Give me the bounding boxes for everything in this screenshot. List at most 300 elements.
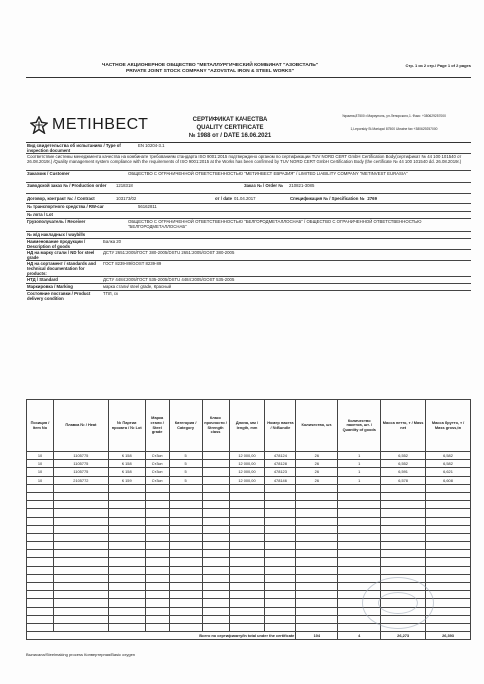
table-cell — [426, 615, 471, 623]
table-cell: 1 — [338, 452, 381, 460]
table-cell — [145, 525, 169, 533]
table-cell — [229, 517, 265, 525]
table-cell — [381, 509, 426, 517]
table-cell — [202, 623, 229, 631]
table-cell — [338, 501, 381, 509]
table-row — [27, 476, 471, 484]
column-header: Длина, мм / length, mm — [229, 400, 265, 452]
table-cell: 2105772 — [53, 476, 108, 484]
table-cell — [27, 566, 54, 574]
column-header: Масса брутто, т / Mass gross,tn — [426, 400, 471, 452]
table-cell — [229, 599, 265, 607]
table-cell: 1 — [338, 468, 381, 476]
table-cell — [27, 583, 54, 591]
table-cell — [265, 566, 296, 574]
logo-text: МЕТІНВЕСТ — [52, 116, 149, 133]
table-row-empty — [27, 509, 471, 517]
table-cell: 10 — [27, 452, 54, 460]
table-cell: Ст3сп — [145, 476, 169, 484]
table-cell — [53, 623, 108, 631]
table-cell — [265, 501, 296, 509]
table-cell — [202, 517, 229, 525]
table-cell — [426, 558, 471, 566]
table-cell: 5 — [169, 452, 202, 460]
table-cell — [108, 509, 145, 517]
table-cell — [145, 599, 169, 607]
table-cell — [53, 607, 108, 615]
cert-title-ru: СЕРТИФИКАТ КАЧЕСТВА — [192, 117, 268, 123]
address-en: 1,Leporskiy St.Mariupol 87500 Ukraine fax +380629257000 — [350, 126, 438, 131]
table-cell — [145, 492, 169, 500]
table-cell — [145, 623, 169, 631]
inspection-doc-value: EN 10204-3.1 — [138, 143, 165, 148]
table-cell — [426, 517, 471, 525]
table-cell — [202, 591, 229, 599]
table-cell — [296, 583, 338, 591]
table-cell — [53, 509, 108, 517]
table-cell: 6,608 — [426, 476, 471, 484]
table-cell: 478146 — [265, 476, 296, 484]
wagon-row — [26, 204, 471, 212]
table-cell — [108, 525, 145, 533]
table-cell — [229, 509, 265, 517]
table-cell — [296, 599, 338, 607]
table-cell — [229, 484, 265, 492]
table-cell — [202, 476, 229, 484]
table-cell — [108, 484, 145, 492]
column-header: Количество, шт. — [296, 400, 338, 452]
table-cell — [202, 533, 229, 541]
table-cell — [202, 615, 229, 623]
table-cell — [145, 533, 169, 541]
table-cell — [338, 517, 381, 525]
table-cell — [296, 492, 338, 500]
table-cell — [53, 583, 108, 591]
table-cell — [169, 517, 202, 525]
table-cell — [108, 517, 145, 525]
table-cell — [381, 517, 426, 525]
table-cell — [296, 574, 338, 582]
table-cell — [426, 574, 471, 582]
table-cell — [265, 599, 296, 607]
table-cell: Ст3сп — [145, 452, 169, 460]
table-cell — [169, 583, 202, 591]
contract-date-value: 01.04.2017 — [234, 195, 256, 201]
table-cell — [426, 583, 471, 591]
table-cell — [426, 566, 471, 574]
total-label: Всего по сертификату/In total under the certificate — [27, 632, 296, 640]
contract-date-label: от / date — [215, 195, 233, 201]
table-row — [27, 468, 471, 476]
table-cell — [27, 533, 54, 541]
table-cell: 12 000,00 — [229, 460, 265, 468]
table-cell — [169, 574, 202, 582]
table-cell — [338, 566, 381, 574]
total-net-mass: 26,273 — [381, 632, 426, 640]
table-row — [27, 452, 471, 460]
table-cell — [229, 615, 265, 623]
table-cell — [202, 583, 229, 591]
table-cell: К 159 — [108, 476, 145, 484]
footer-compiler: Выписала/Steelmaking process Конвертерная/Basic oxygen — [26, 652, 136, 657]
wagon-value: 56162811 — [138, 204, 157, 209]
table-cell — [108, 558, 145, 566]
table-cell — [202, 542, 229, 550]
total-gross-mass: 26,393 — [426, 632, 471, 640]
table-cell: 5 — [169, 468, 202, 476]
marking-label: Маркировка / Marking — [27, 284, 73, 289]
table-cell — [296, 558, 338, 566]
ntd-label: НТД / Standard — [27, 277, 58, 282]
table-cell — [53, 558, 108, 566]
table-cell — [108, 550, 145, 558]
order-value: 210821-3085 — [289, 183, 315, 188]
table-cell — [202, 550, 229, 558]
table-cell — [381, 525, 426, 533]
table-cell — [202, 558, 229, 566]
table-cell — [296, 484, 338, 492]
table-cell: 26 — [296, 452, 338, 460]
table-cell — [296, 591, 338, 599]
table-cell — [27, 574, 54, 582]
metinvest-logo — [30, 116, 148, 134]
table-cell — [169, 525, 202, 533]
nd-grade-label: НД на марку стали / ND for steel grade — [27, 250, 95, 261]
table-cell — [169, 591, 202, 599]
table-cell — [202, 452, 229, 460]
table-cell — [27, 550, 54, 558]
table-cell — [338, 574, 381, 582]
column-header: Позиция / Item No — [27, 400, 54, 452]
header-divider — [26, 77, 471, 78]
table-cell: 1105775 — [53, 468, 108, 476]
table-cell — [202, 607, 229, 615]
table-row-empty — [27, 542, 471, 550]
table-cell — [27, 591, 54, 599]
column-header: Категория / Category — [169, 400, 202, 452]
table-cell: 478128 — [265, 460, 296, 468]
table-cell — [27, 615, 54, 623]
table-cell — [265, 550, 296, 558]
production-order-label: Заводской заказ № / Production order — [27, 183, 107, 188]
table-cell — [27, 542, 54, 550]
table-cell — [381, 533, 426, 541]
table-cell — [265, 542, 296, 550]
table-cell — [338, 509, 381, 517]
cert-title-en: QUALITY CERTIFICATE — [196, 125, 264, 131]
nd-tech-label: НД на сортамент / standards and technical documentation for products: — [27, 261, 96, 277]
table-cell — [229, 566, 265, 574]
table-cell — [27, 525, 54, 533]
table-cell: 1 — [338, 476, 381, 484]
table-cell: 12 000,00 — [229, 476, 265, 484]
table-row-empty — [27, 484, 471, 492]
table-cell — [229, 525, 265, 533]
table-cell: 6,582 — [426, 460, 471, 468]
table-cell — [265, 591, 296, 599]
table-cell — [169, 599, 202, 607]
table-cell — [169, 607, 202, 615]
column-header: Марка стали / Steel grade — [145, 400, 169, 452]
table-cell — [229, 492, 265, 500]
table-cell — [296, 615, 338, 623]
contract-row — [26, 194, 471, 204]
table-cell — [202, 492, 229, 500]
lot-row — [26, 212, 471, 219]
table-cell — [229, 574, 265, 582]
table-cell — [169, 623, 202, 631]
ntd-row — [26, 277, 471, 284]
table-cell — [145, 591, 169, 599]
nd-grade-value: ДСТУ 2651:2005/ГОСТ 380-2005/DSTU 2651:2005/GOST 380-2005 — [103, 250, 235, 255]
contract-value: 103173/02 — [116, 195, 137, 201]
table-cell — [169, 550, 202, 558]
table-cell — [145, 566, 169, 574]
table-cell — [229, 583, 265, 591]
table-cell: 478123 — [265, 468, 296, 476]
inspection-doc-label: Вид свидетельства об испытаниях / Type of inspection document — [27, 143, 121, 154]
table-cell — [296, 550, 338, 558]
column-header: Класс прочности / Strength class — [202, 400, 229, 452]
ntd-value: ДСТУ 4484:2005/ГОСТ 535-2005/DSTU 4484:2005/GOST 535-2005 — [103, 277, 235, 282]
table-cell — [27, 484, 54, 492]
table-cell — [296, 509, 338, 517]
table-cell: 26 — [296, 460, 338, 468]
table-cell — [169, 533, 202, 541]
table-row-empty — [27, 566, 471, 574]
table-cell: 12 000,00 — [229, 468, 265, 476]
table-cell: 6,578 — [381, 476, 426, 484]
table-cell — [338, 533, 381, 541]
company-address — [318, 114, 470, 131]
table-cell — [265, 583, 296, 591]
table-cell — [53, 566, 108, 574]
table-cell — [108, 542, 145, 550]
table-cell: Ст3сп — [145, 460, 169, 468]
table-cell — [145, 501, 169, 509]
table-cell — [108, 607, 145, 615]
marking-row — [26, 284, 471, 291]
table-cell — [145, 615, 169, 623]
table-cell — [296, 517, 338, 525]
table-cell — [265, 558, 296, 566]
table-cell — [145, 558, 169, 566]
table-row-empty — [27, 492, 471, 500]
table-cell: 6,591 — [381, 468, 426, 476]
table-cell: 1 — [338, 460, 381, 468]
table-cell — [53, 517, 108, 525]
table-cell — [53, 542, 108, 550]
conformity-statement: Соответствие системы менеджмента качества на комбинате требованиям стандарта ISO 9001:2015 подтверждено органом по сертификации TUV NORD CERT GmbH Certification Body(сертификат № 44 100 101540 от 26.08.2019г.) /Quality management system compliance with the requirements of ISO 9001:2015 at the Works has been confirmed by TUV NORD CERT GmbH Certification Body (the certificate № 44 100 101540 dd. 26.08.2019г.) — [26, 154, 471, 171]
table-cell — [265, 623, 296, 631]
table-cell: 1105775 — [53, 460, 108, 468]
table-cell: К 158 — [108, 468, 145, 476]
address-ru: Украина,87500 г.Мариуполь, ул.Лепорского,1. Факс: +380629257000 — [342, 114, 446, 118]
table-cell — [338, 525, 381, 533]
table-cell — [27, 599, 54, 607]
goods-value: Балка 20 — [103, 239, 122, 244]
table-cell — [265, 492, 296, 500]
table-cell — [338, 558, 381, 566]
table-cell — [229, 591, 265, 599]
table-cell — [108, 623, 145, 631]
production-order-row — [26, 183, 471, 194]
table-cell — [338, 542, 381, 550]
table-cell: 10 — [27, 476, 54, 484]
table-row-empty — [27, 517, 471, 525]
table-cell — [296, 623, 338, 631]
page-counter: Стр. 1 из 2 стр./ Page 1 of 2 pages — [405, 63, 471, 68]
production-order-value: 1218318 — [116, 183, 133, 188]
table-cell — [426, 501, 471, 509]
table-cell — [426, 623, 471, 631]
table-cell — [229, 501, 265, 509]
total-bundles: 4 — [338, 632, 381, 640]
table-cell — [202, 574, 229, 582]
table-cell — [108, 574, 145, 582]
column-header: Номер пакета / №Bundle — [265, 400, 296, 452]
table-cell — [296, 607, 338, 615]
table-cell: 478124 — [265, 452, 296, 460]
table-cell — [381, 550, 426, 558]
column-header: № Партии проката / № Lot — [108, 400, 145, 452]
order-label: Заказ № / Order № — [243, 183, 283, 188]
table-cell: 6,552 — [381, 460, 426, 468]
table-cell — [296, 542, 338, 550]
table-row-empty — [27, 558, 471, 566]
table-cell — [53, 501, 108, 509]
table-cell — [53, 574, 108, 582]
table-cell: 1105775 — [53, 452, 108, 460]
table-cell — [381, 484, 426, 492]
column-header: Масса нетто, т / Mass net — [381, 400, 426, 452]
table-cell — [169, 542, 202, 550]
table-cell — [27, 607, 54, 615]
table-cell — [202, 509, 229, 517]
table-cell: Ст3сп — [145, 468, 169, 476]
table-cell — [145, 509, 169, 517]
table-cell: 6,621 — [426, 468, 471, 476]
table-cell: 10 — [27, 460, 54, 468]
table-row-empty — [27, 533, 471, 541]
table-cell — [381, 492, 426, 500]
table-cell — [229, 550, 265, 558]
receiver-value: ОБЩЕСТВО С ОГРАНИЧЕННОЙ ОТВЕТСТВЕННОСТЬЮ "БЕЛГОРОДМЕТАЛЛОСНАБ" / ОБЩЕСТВО С ОГРАНИЧЕННОЙ ОТВЕТСТВЕННОСТЬЮ "БЕЛГОРОДМЕТАЛЛОСНАБ" — [128, 219, 422, 230]
marking-value: марка стали/ steel grade, Красный — [103, 284, 171, 289]
nd-tech-value: ГОСТ 8239-89/GOST 8239-89 — [103, 261, 162, 266]
table-cell — [145, 574, 169, 582]
table-cell — [108, 533, 145, 541]
table-cell — [53, 591, 108, 599]
table-cell — [229, 542, 265, 550]
table-cell: 26 — [296, 476, 338, 484]
company-name-en: PRIVATE JOINT STOCK COMPANY "AZOVSTAL IRON & STEEL WORKS" — [125, 69, 295, 74]
column-header: Плавка № / Heat — [53, 400, 108, 452]
total-quantity: 104 — [296, 632, 338, 640]
table-cell — [426, 525, 471, 533]
table-cell: 10 — [27, 468, 54, 476]
cert-number: № 1988 от / DATE 16.06.2021 — [188, 133, 272, 139]
table-cell — [296, 533, 338, 541]
table-cell — [426, 509, 471, 517]
table-cell — [202, 599, 229, 607]
table-cell — [108, 591, 145, 599]
table-cell — [145, 607, 169, 615]
table-cell — [265, 533, 296, 541]
table-cell: К 158 — [108, 452, 145, 460]
receiver-label: Грузополучатель / Receiver — [27, 219, 86, 224]
customer-row — [26, 171, 471, 183]
delivery-row — [26, 291, 471, 301]
table-cell — [202, 566, 229, 574]
table-cell — [108, 566, 145, 574]
table-cell — [145, 583, 169, 591]
table-cell — [229, 607, 265, 615]
metinvest-logo-icon — [30, 116, 48, 134]
total-row — [27, 632, 471, 640]
table-cell — [338, 492, 381, 500]
table-row-empty — [27, 550, 471, 558]
table-cell — [108, 599, 145, 607]
table-cell — [53, 615, 108, 623]
table-cell — [296, 501, 338, 509]
inspection-doc-row — [26, 143, 471, 154]
table-cell — [53, 533, 108, 541]
delivery-label: Состояние поставки / Product delivery condition — [27, 291, 91, 302]
table-cell — [53, 484, 108, 492]
table-cell — [27, 492, 54, 500]
table-cell — [265, 615, 296, 623]
table-cell — [145, 550, 169, 558]
table-cell — [145, 542, 169, 550]
table-cell — [296, 525, 338, 533]
quality-stamp-inner — [378, 592, 418, 614]
table-cell — [27, 517, 54, 525]
table-cell — [53, 492, 108, 500]
table-cell — [169, 615, 202, 623]
table-cell — [202, 501, 229, 509]
table-cell — [381, 542, 426, 550]
table-cell — [426, 550, 471, 558]
nd-tech-row — [26, 261, 471, 277]
table-cell — [426, 484, 471, 492]
waybill-label: № ж/д накладных / waybills — [27, 232, 86, 237]
table-cell — [145, 484, 169, 492]
table-cell — [338, 484, 381, 492]
table-cell — [338, 623, 381, 631]
customer-value: ОБЩЕСТВО С ОГРАНИЧЕННОЙ ОТВЕТСТВЕННОСТЬЮ "МЕТИНВЕСТ ЕВРАЗИЯ" / LIMITED LIABILITY COMPANY "METINVEST EURASIA" — [128, 171, 408, 176]
table-cell — [381, 558, 426, 566]
table-cell — [27, 558, 54, 566]
table-cell — [27, 509, 54, 517]
table-cell — [338, 550, 381, 558]
table-cell — [27, 623, 54, 631]
table-cell — [169, 509, 202, 517]
table-cell — [426, 492, 471, 500]
table-cell — [53, 550, 108, 558]
table-cell — [145, 517, 169, 525]
table-cell — [169, 492, 202, 500]
receiver-row — [26, 219, 471, 232]
table-header-row — [27, 400, 471, 452]
table-cell — [426, 542, 471, 550]
table-cell — [27, 501, 54, 509]
table-cell — [265, 607, 296, 615]
goods-label: Наименование продукции / Description of goods — [27, 239, 86, 250]
table-cell — [202, 460, 229, 468]
table-cell — [265, 525, 296, 533]
table-cell — [108, 492, 145, 500]
